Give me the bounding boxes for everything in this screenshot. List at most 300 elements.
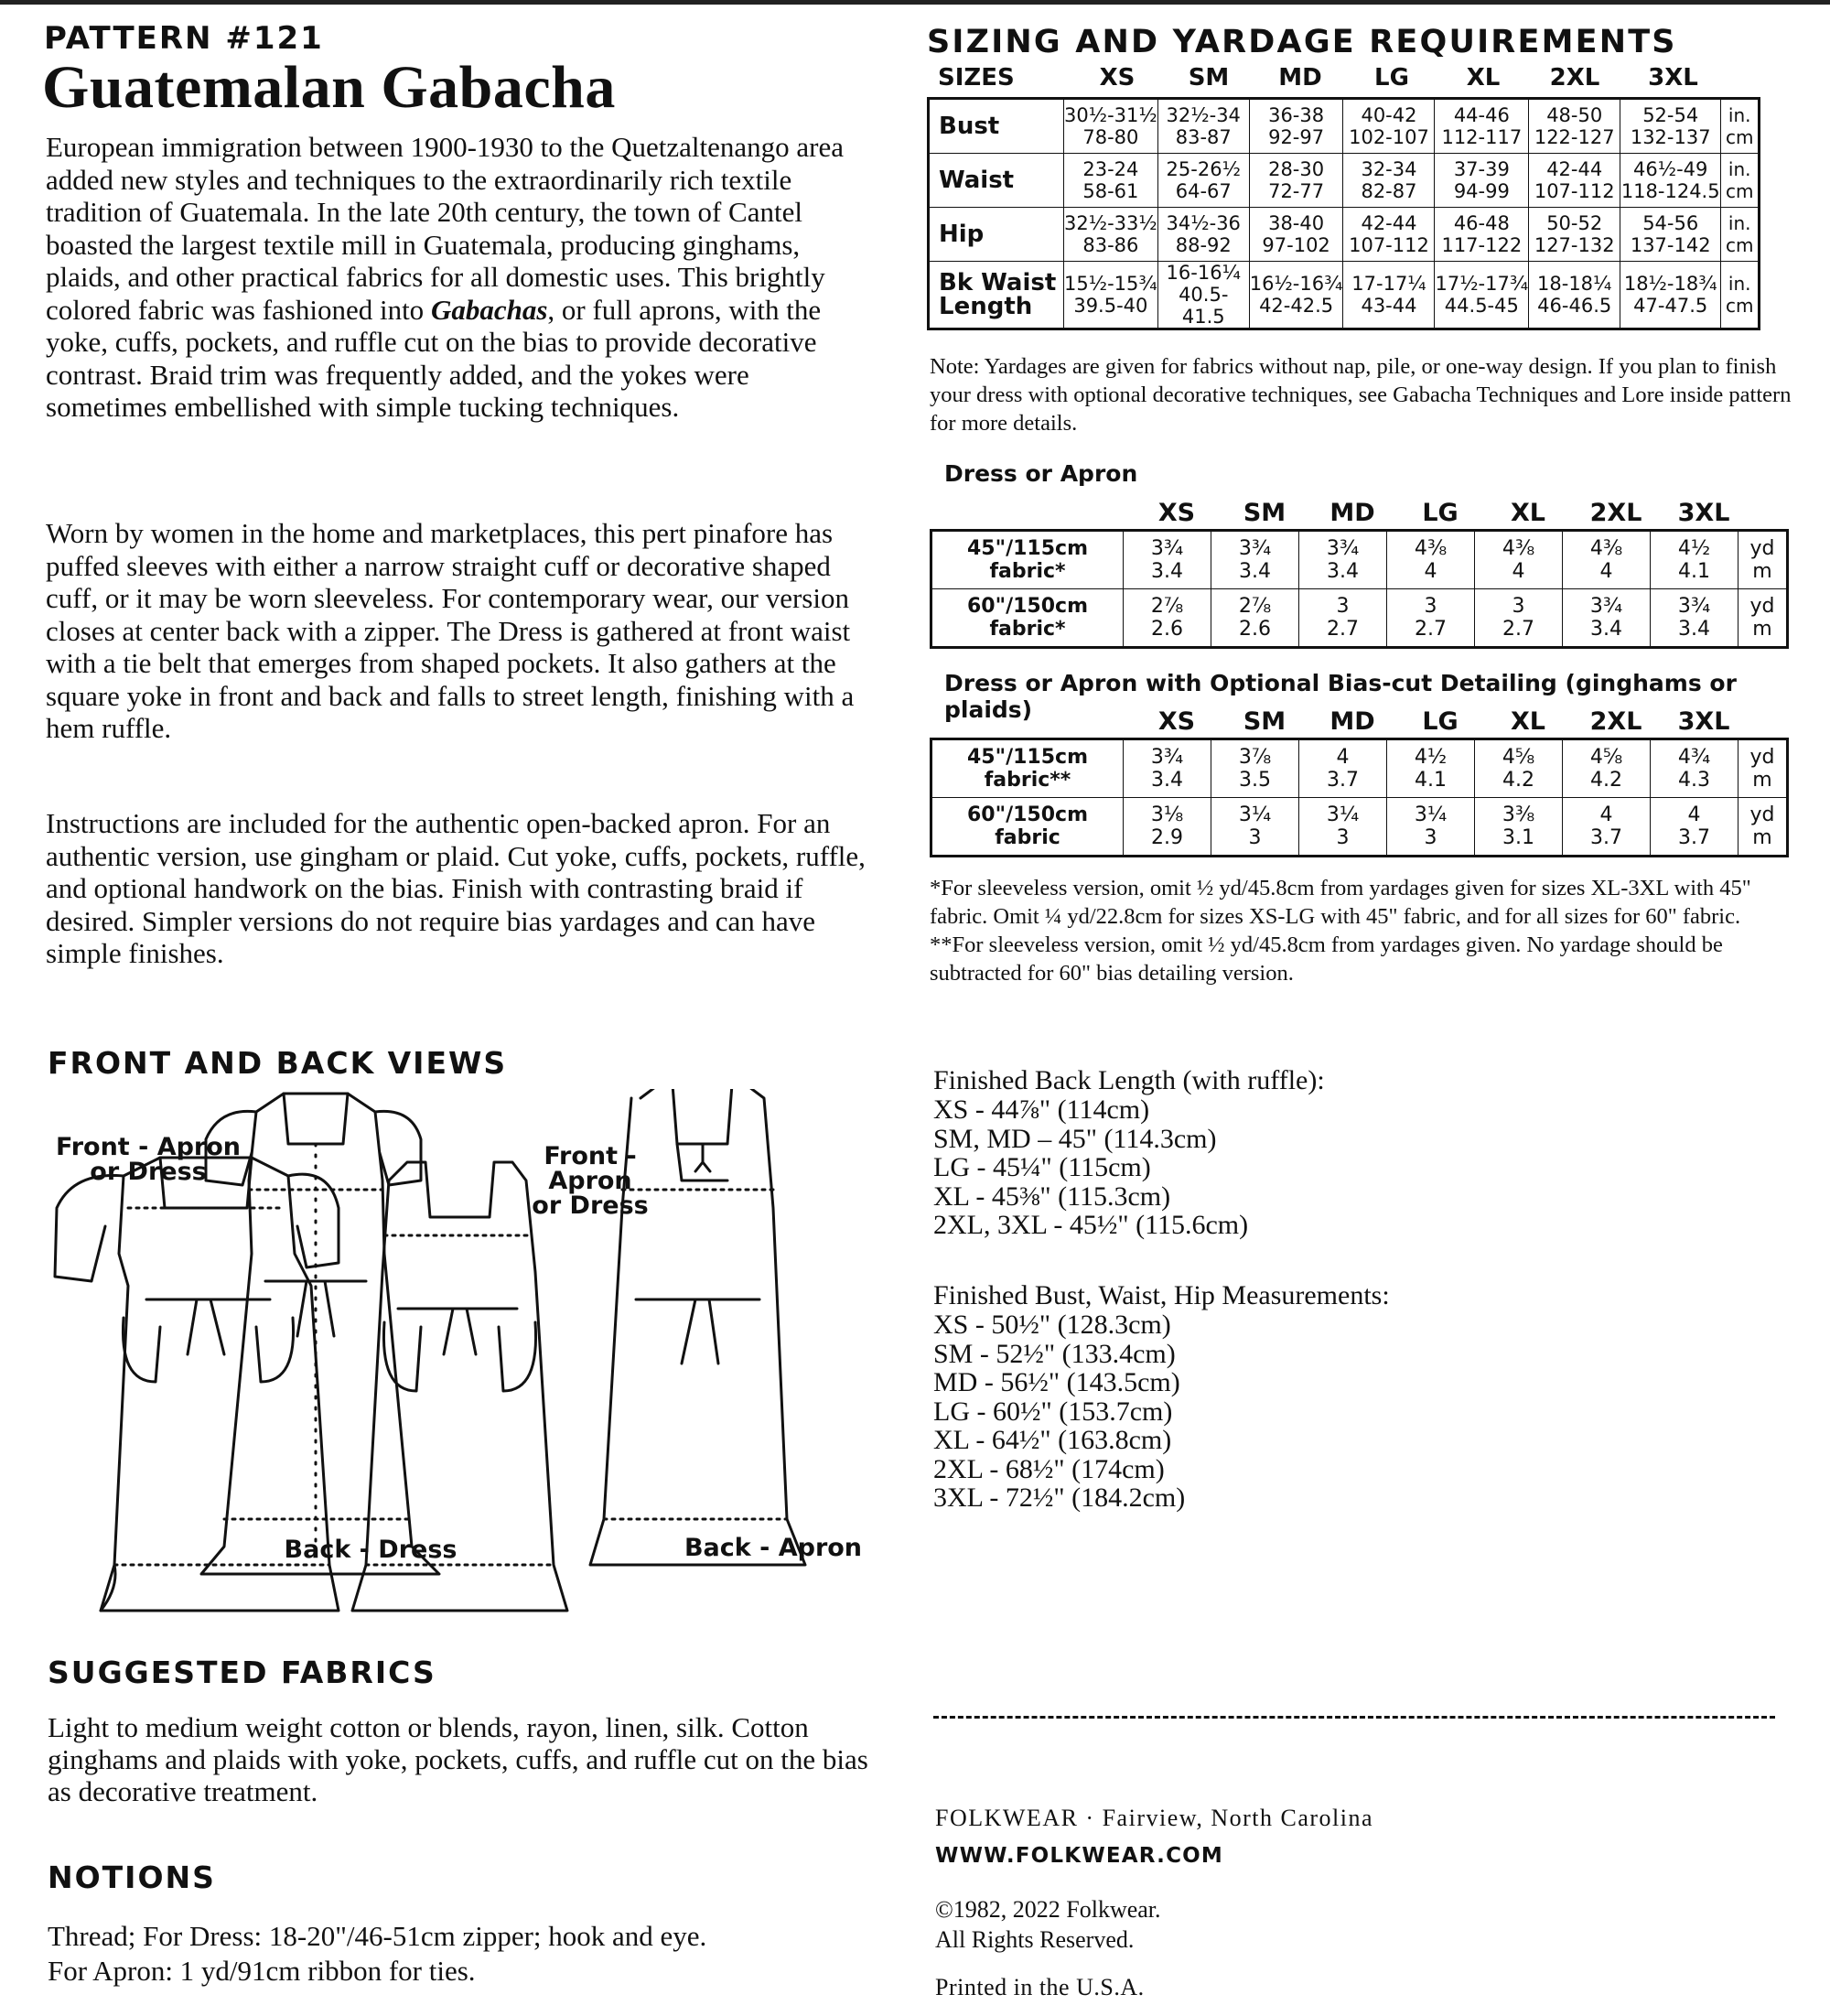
sizes-table: [927, 97, 1760, 330]
size-md: MD: [1278, 64, 1322, 92]
size-xl: XL: [1510, 499, 1546, 527]
front-dress-label: [48, 1135, 249, 1184]
cell-in: 54-56: [1642, 212, 1699, 234]
row-label-line: Length: [939, 293, 1033, 320]
cell-yd: 3¼: [1414, 803, 1448, 826]
table-cell: [1124, 589, 1211, 648]
list-item: 2XL, 3XL - 45½" (115.6cm): [933, 1210, 1249, 1240]
table-cell: [1563, 531, 1651, 589]
table-cell: [1387, 739, 1475, 798]
cell-cm: 112-117: [1441, 126, 1523, 148]
cell-yd: 2⅞: [1150, 595, 1184, 618]
unit-cell: [1738, 589, 1788, 648]
list-item: XL - 64½" (163.8cm): [933, 1425, 1172, 1455]
cell-cm: 46-46.5: [1537, 295, 1612, 317]
dress-size-row: [927, 499, 1780, 530]
list-item: LG - 45¼" (115cm): [933, 1152, 1151, 1182]
copyright: [935, 1894, 1161, 1955]
list-item: SM, MD – 45" (114.3cm): [933, 1123, 1217, 1154]
cell-m: 4.2: [1502, 769, 1534, 792]
table-row: [929, 262, 1760, 329]
cell-m: 3.4: [1239, 560, 1271, 583]
cell-cm: 78-80: [1082, 126, 1139, 148]
cell-yd: 3¾: [1150, 537, 1184, 560]
table-cell: [1387, 589, 1475, 648]
unit-cell: [1738, 531, 1788, 589]
cell-in: 17-17¼: [1351, 273, 1426, 295]
cell-m: 3.4: [1151, 769, 1183, 792]
cell-cm: 97-102: [1262, 234, 1330, 256]
size-2xl: 2XL: [1549, 64, 1600, 92]
bias-size-row: [927, 707, 1780, 738]
cell-m: 3.4: [1151, 560, 1183, 583]
cell-in: 37-39: [1453, 158, 1510, 180]
cell-cm: 58-61: [1082, 180, 1139, 202]
size-xl: XL: [1510, 707, 1546, 736]
cell-in: 46-48: [1453, 212, 1510, 234]
cell-yd: 4: [1687, 803, 1701, 826]
cell-in: 15½-15¾: [1064, 273, 1157, 295]
finished-measurements-list: [933, 1310, 1185, 1513]
table-cell: [1211, 798, 1299, 857]
row-label: Waist: [929, 154, 1064, 208]
cell-cm: 82-87: [1361, 180, 1417, 202]
unit-cm: cm: [1725, 180, 1754, 202]
unit-cell: [1738, 739, 1788, 798]
cell-m: 4.3: [1678, 769, 1710, 792]
table-cell: [1651, 589, 1738, 648]
cell-in: 36-38: [1268, 104, 1325, 126]
cell-cm: 64-67: [1175, 180, 1232, 202]
cell-yd: 3⅞: [1238, 746, 1272, 769]
table-cell: [1563, 798, 1651, 857]
table-row: [931, 798, 1788, 857]
cell-in: 50-52: [1546, 212, 1603, 234]
cell-in: 46½-49: [1633, 158, 1708, 180]
sizing-heading: SIZING AND YARDAGE REQUIREMENTS: [927, 24, 1677, 60]
label-line: or Dress: [90, 1158, 207, 1186]
front-apron-label: [499, 1144, 682, 1218]
table-cell: [1343, 208, 1435, 262]
notions-text: [48, 1919, 889, 1989]
table-cell: [1064, 99, 1158, 154]
cell-yd: 3¼: [1326, 803, 1360, 826]
row-label-line: 60"/150cm: [967, 803, 1088, 826]
unit-m: m: [1752, 769, 1772, 792]
list-item: XS - 50½" (128.3cm): [933, 1310, 1171, 1340]
cell-yd: 4½: [1414, 746, 1448, 769]
cell-in: 44-46: [1453, 104, 1510, 126]
unit-yd: yd: [1749, 803, 1775, 826]
sizes-label: SIZES: [938, 64, 1015, 92]
cell-m: 3.7: [1327, 769, 1359, 792]
table-cell: [1529, 99, 1620, 154]
row-label-line: fabric*: [989, 560, 1066, 583]
cell-in: 42-44: [1361, 212, 1417, 234]
cell-in: 17½-17¾: [1435, 273, 1529, 295]
table-row: [931, 739, 1788, 798]
row-label: [931, 589, 1124, 648]
table-cell: [1249, 262, 1343, 329]
cell-yd: 3⅜: [1502, 803, 1535, 826]
size-2xl: 2XL: [1589, 707, 1642, 736]
table-cell: [1157, 208, 1249, 262]
table-row: [929, 99, 1760, 154]
cell-in: 23-24: [1082, 158, 1139, 180]
cell-yd: 3⅛: [1150, 803, 1184, 826]
list-item: 2XL - 68½" (174cm): [933, 1453, 1165, 1484]
unit-cell: [1721, 262, 1760, 329]
finished-measurements-title: Finished Bust, Waist, Hip Measurements:: [933, 1280, 1390, 1310]
bias-yardage-heading: Dress or Apron with Optional Bias-cut Detailing (ginghams or plaids): [944, 670, 1737, 723]
unit-cell: [1721, 208, 1760, 262]
cut-line-divider: [933, 1716, 1775, 1719]
size-xl: XL: [1466, 64, 1501, 92]
cell-m: 3: [1424, 826, 1437, 849]
cell-yd: 2⅞: [1238, 595, 1272, 618]
unit-cm: cm: [1725, 234, 1754, 256]
table-cell: [1651, 739, 1738, 798]
cell-m: 4.2: [1590, 769, 1622, 792]
cell-cm: 44.5-45: [1444, 295, 1519, 317]
cell-yd: 3¼: [1238, 803, 1272, 826]
cell-cm: 94-99: [1453, 180, 1510, 202]
cell-in: 16½-16¾: [1249, 273, 1343, 295]
sleeveless-footnotes: [930, 874, 1799, 987]
size-3xl: 3XL: [1648, 64, 1698, 92]
table-cell: [1299, 531, 1387, 589]
cell-m: 2.6: [1151, 618, 1183, 641]
row-label: [931, 531, 1124, 589]
unit-cm: cm: [1725, 295, 1754, 317]
cell-cm: 40.5-41.5: [1179, 284, 1229, 328]
table-row: [929, 208, 1760, 262]
cell-in: 42-44: [1546, 158, 1603, 180]
cell-yd: 4⅜: [1502, 537, 1535, 560]
unit-m: m: [1752, 618, 1772, 641]
table-cell: [1343, 154, 1435, 208]
copyright-line: All Rights Reserved.: [935, 1926, 1135, 1953]
label-line: or Dress: [532, 1191, 649, 1220]
cell-in: 28-30: [1268, 158, 1325, 180]
unit-in: in.: [1728, 212, 1751, 234]
table-cell: [1124, 531, 1211, 589]
copyright-line: ©1982, 2022 Folkwear.: [935, 1896, 1161, 1923]
page-title: Guatemalan Gabacha: [42, 54, 616, 121]
cell-m: 4: [1424, 560, 1437, 583]
cell-m: 4: [1599, 560, 1613, 583]
cell-m: 2.7: [1415, 618, 1447, 641]
publisher: FOLKWEAR · Fairview, North Carolina: [935, 1805, 1374, 1831]
table-cell: [1563, 589, 1651, 648]
size-lg: LG: [1422, 707, 1459, 736]
row-label-line: fabric*: [989, 618, 1066, 641]
description-text: European immigration between 1900-1930 to the Quetzaltenango area added new styles and techniques to the extraordinarily rich textile tradition of Guatemala. In the late 20th century, the town of Cantel boasted the largest textile mill in Guatemala, producing ginghams, plaids, and other practical fabrics for all domestic uses. This brightly colored fabric was fashioned into: [46, 131, 844, 326]
table-cell: [1529, 262, 1620, 329]
cell-in: 18½-18¾: [1623, 273, 1717, 295]
back-dress-label: Back - Dress: [284, 1536, 458, 1564]
cell-m: 2.9: [1151, 826, 1183, 849]
row-label-line: fabric: [995, 826, 1060, 849]
list-item: 3XL - 72½" (184.2cm): [933, 1482, 1186, 1513]
table-cell: [1299, 739, 1387, 798]
table-cell: [1620, 99, 1721, 154]
cell-m: 4: [1512, 560, 1525, 583]
table-cell: [1157, 154, 1249, 208]
table-cell: [1299, 589, 1387, 648]
size-xs: XS: [1157, 707, 1196, 736]
table-cell: [1475, 739, 1563, 798]
label-line: Front - Apron: [55, 1133, 242, 1161]
table-row: [929, 154, 1760, 208]
table-cell: [1387, 798, 1475, 857]
size-md: MD: [1329, 499, 1375, 527]
table-cell: [1211, 739, 1299, 798]
table-cell: [1343, 262, 1435, 329]
cell-in: 34½-36: [1166, 212, 1241, 234]
footnote-double: **For sleeveless version, omit ½ yd/45.8cm from yardages given. No yardage should be subtracted for 60" bias detailing version.: [930, 933, 1723, 986]
table-cell: [1651, 798, 1738, 857]
row-label: [931, 739, 1124, 798]
table-cell: [1211, 531, 1299, 589]
cell-m: 3.4: [1678, 618, 1710, 641]
cell-yd: 3¾: [1589, 595, 1623, 618]
table-cell: [1435, 208, 1529, 262]
table-cell: [1620, 208, 1721, 262]
table-cell: [1475, 531, 1563, 589]
fabrics-heading: SUGGESTED FABRICS: [48, 1655, 436, 1690]
size-2xl: 2XL: [1589, 499, 1642, 527]
table-cell: [1249, 99, 1343, 154]
cell-m: 3.4: [1590, 618, 1622, 641]
back-apron-label: Back - Apron: [684, 1534, 863, 1562]
description-paragraph-3: Instructions are included for the authentic open-backed apron. For an authentic version, use gingham or plaid. Cut yoke, cuffs, pockets, ruffle, and optional handwork on the bias. Finish with contrasting braid if desired. Simpler versions do not require bias yardages and can have simple finishes.: [46, 807, 866, 969]
table-cell: [1620, 262, 1721, 329]
dress-yardage-heading: Dress or Apron: [944, 460, 1138, 487]
cell-m: 2.7: [1502, 618, 1534, 641]
cell-cm: 83-86: [1082, 234, 1139, 256]
size-3xl: 3XL: [1677, 499, 1730, 527]
cell-cm: 137-142: [1630, 234, 1711, 256]
table-cell: [1064, 262, 1158, 329]
table-cell: [1651, 531, 1738, 589]
table-row: [931, 589, 1788, 648]
unit-cell: [1721, 99, 1760, 154]
size-md: MD: [1329, 707, 1375, 736]
table-cell: [1343, 99, 1435, 154]
unit-m: m: [1752, 560, 1772, 583]
row-label: Bust: [929, 99, 1064, 154]
cell-in: 16-16¼: [1166, 262, 1241, 284]
cell-yd: 4⅜: [1414, 537, 1448, 560]
cell-m: 3.4: [1327, 560, 1359, 583]
unit-in: in.: [1728, 158, 1751, 180]
table-cell: [1299, 798, 1387, 857]
table-cell: [1529, 208, 1620, 262]
unit-yd: yd: [1749, 595, 1775, 618]
cell-yd: 3¾: [1150, 746, 1184, 769]
fabrics-text: Light to medium weight cotton or blends, rayon, linen, silk. Cotton ginghams and plaids with yoke, pockets, cuffs, and ruffle cut on the bias as decorative treatment.: [48, 1711, 868, 1807]
size-sm: SM: [1243, 499, 1286, 527]
cell-in: 25-26½: [1166, 158, 1241, 180]
list-item: LG - 60½" (153.7cm): [933, 1396, 1173, 1427]
row-label-line: 45"/115cm: [967, 537, 1088, 560]
cell-cm: 43-44: [1361, 295, 1417, 317]
cell-cm: 72-77: [1268, 180, 1325, 202]
table-cell: [1475, 798, 1563, 857]
unit-cm: cm: [1725, 126, 1754, 148]
table-cell: [1475, 589, 1563, 648]
unit-yd: yd: [1749, 746, 1775, 769]
cell-yd: 3: [1512, 595, 1525, 618]
description-paragraph-1: [46, 131, 869, 424]
size-sm: SM: [1243, 707, 1286, 736]
printed-in: Printed in the U.S.A.: [935, 1974, 1145, 2000]
cell-m: 3.1: [1502, 826, 1534, 849]
unit-m: m: [1752, 826, 1772, 849]
cell-cm: 107-112: [1349, 234, 1429, 256]
cell-m: 3.5: [1239, 769, 1271, 792]
cell-m: 3.7: [1590, 826, 1622, 849]
cell-cm: 83-87: [1175, 126, 1232, 148]
notions-line-2: For Apron: 1 yd/91cm ribbon for ties.: [48, 1955, 476, 1987]
website-link[interactable]: WWW.FOLKWEAR.COM: [935, 1844, 1223, 1868]
bias-yardage-table: [930, 738, 1789, 857]
table-cell: [1620, 154, 1721, 208]
row-label: [931, 798, 1124, 857]
cell-in: 32½-34: [1166, 104, 1241, 126]
yardage-note: Note: Yardages are given for fabrics without nap, pile, or one-way design. If you plan to finish your dress with optional decorative techniques, see Gabacha Techniques and Lore inside pattern for more details.: [930, 354, 1792, 436]
cell-in: 32½-33½: [1064, 212, 1157, 234]
cell-yd: 3: [1336, 595, 1350, 618]
cell-cm: 39.5-40: [1073, 295, 1148, 317]
table-cell: [1064, 208, 1158, 262]
size-sm: SM: [1188, 64, 1230, 92]
cell-cm: 127-132: [1534, 234, 1615, 256]
cell-yd: 3¾: [1326, 537, 1360, 560]
table-cell: [1211, 589, 1299, 648]
cell-cm: 118-124.5: [1620, 180, 1720, 202]
cell-cm: 117-122: [1441, 234, 1523, 256]
table-row: [931, 531, 1788, 589]
cell-m: 3.7: [1678, 826, 1710, 849]
views-heading: FRONT AND BACK VIEWS: [48, 1045, 508, 1081]
dress-yardage-table: [930, 529, 1789, 649]
cell-in: 32-34: [1361, 158, 1417, 180]
table-cell: [1435, 154, 1529, 208]
size-lg: LG: [1374, 64, 1409, 92]
cell-in: 52-54: [1642, 104, 1699, 126]
cell-cm: 122-127: [1534, 126, 1615, 148]
unit-cell: [1738, 798, 1788, 857]
table-cell: [1157, 99, 1249, 154]
cell-yd: 3¾: [1677, 595, 1711, 618]
table-cell: [1435, 99, 1529, 154]
notions-heading: NOTIONS: [48, 1860, 216, 1895]
cell-cm: 102-107: [1349, 126, 1429, 148]
cell-cm: 132-137: [1630, 126, 1711, 148]
unit-in: in.: [1728, 273, 1751, 295]
list-item: XL - 45⅜" (115.3cm): [933, 1180, 1171, 1212]
size-xs: XS: [1099, 64, 1136, 92]
cell-in: 30½-31½: [1064, 104, 1157, 126]
cell-m: 4.1: [1415, 769, 1447, 792]
table-cell: [1249, 208, 1343, 262]
cell-yd: 4: [1336, 746, 1350, 769]
cell-in: 40-42: [1361, 104, 1417, 126]
size-xs: XS: [1157, 499, 1196, 527]
pattern-number: PATTERN #121: [44, 20, 324, 57]
table-cell: [1249, 154, 1343, 208]
row-label: Hip: [929, 208, 1064, 262]
size-lg: LG: [1422, 499, 1459, 527]
cell-yd: 4: [1599, 803, 1613, 826]
description-paragraph-2: Worn by women in the home and marketplaces, this pert pinafore has puffed sleeves with either a narrow straight cuff or decorative shaped cuff, or it may be worn sleeveless. For contemporary wear, our version closes at center back with a zipper. The Dress is gathered at front waist with a tie belt that emerges from shaped pockets. It also gathers at the square yoke in front and back and falls to street length, finishing with a hem ruffle.: [46, 517, 855, 744]
row-label-line: fabric**: [984, 769, 1071, 792]
cell-in: 18-18¼: [1537, 273, 1612, 295]
list-item: SM - 52½" (133.4cm): [933, 1338, 1176, 1369]
notions-line-1: Thread; For Dress: 18-20"/46-51cm zipper; hook and eye.: [48, 1920, 707, 1952]
table-cell: [1124, 739, 1211, 798]
cell-cm: 92-97: [1268, 126, 1325, 148]
row-label-line: Bk Waist: [939, 269, 1057, 296]
cell-in: 48-50: [1546, 104, 1603, 126]
table-cell: [1124, 798, 1211, 857]
cell-cm: 47-47.5: [1633, 295, 1708, 317]
finished-back-length-list: [933, 1095, 1248, 1240]
cell-m: 4.1: [1678, 560, 1710, 583]
table-cell: [1064, 154, 1158, 208]
cell-yd: 4⅝: [1589, 746, 1623, 769]
table-cell: [1529, 154, 1620, 208]
cell-m: 2.7: [1327, 618, 1359, 641]
cell-yd: 3: [1424, 595, 1437, 618]
cell-yd: 4½: [1677, 537, 1711, 560]
cell-cm: 107-112: [1534, 180, 1615, 202]
label-line: Front - Apron: [544, 1142, 637, 1195]
finished-back-length-title: Finished Back Length (with ruffle):: [933, 1065, 1325, 1095]
cell-yd: 4⅜: [1589, 537, 1623, 560]
cell-cm: 88-92: [1175, 234, 1232, 256]
cell-m: 2.6: [1239, 618, 1271, 641]
cell-cm: 42-42.5: [1259, 295, 1334, 317]
cell-yd: 4¾: [1677, 746, 1711, 769]
size-3xl: 3XL: [1677, 707, 1730, 736]
unit-cell: [1721, 154, 1760, 208]
cell-m: 3: [1248, 826, 1262, 849]
unit-yd: yd: [1749, 537, 1775, 560]
size-header-row: [927, 64, 1780, 97]
row-label-line: 45"/115cm: [967, 746, 1088, 769]
list-item: XS - 44⅞" (114cm): [933, 1094, 1150, 1125]
footnote-single: *For sleeveless version, omit ½ yd/45.8cm from yardages given for sizes XL-3XL with 45" fabric. Omit ¼ yd/22.8cm for sizes XS-LG with 45" fabric, and for all sizes for 60" fabric.: [930, 876, 1751, 929]
description-text: , or full aprons, with the yoke, cuffs, pockets, and ruffle cut on the bias to provide decorative contrast. Braid trim was frequently added, and the yokes were sometimes embellished with simple tucking techniques.: [46, 293, 822, 423]
table-cell: [1157, 262, 1249, 329]
unit-in: in.: [1728, 104, 1751, 126]
row-label: [929, 262, 1064, 329]
table-cell: [1387, 531, 1475, 589]
gabachas-term: Gabachas: [430, 293, 548, 326]
row-label-line: 60"/150cm: [967, 595, 1088, 618]
table-cell: [1563, 739, 1651, 798]
cell-in: 38-40: [1268, 212, 1325, 234]
list-item: MD - 56½" (143.5cm): [933, 1367, 1180, 1397]
top-rule: [0, 0, 1830, 5]
cell-m: 3: [1336, 826, 1350, 849]
cell-yd: 4⅝: [1502, 746, 1535, 769]
cell-yd: 3¾: [1238, 537, 1272, 560]
table-cell: [1435, 262, 1529, 329]
